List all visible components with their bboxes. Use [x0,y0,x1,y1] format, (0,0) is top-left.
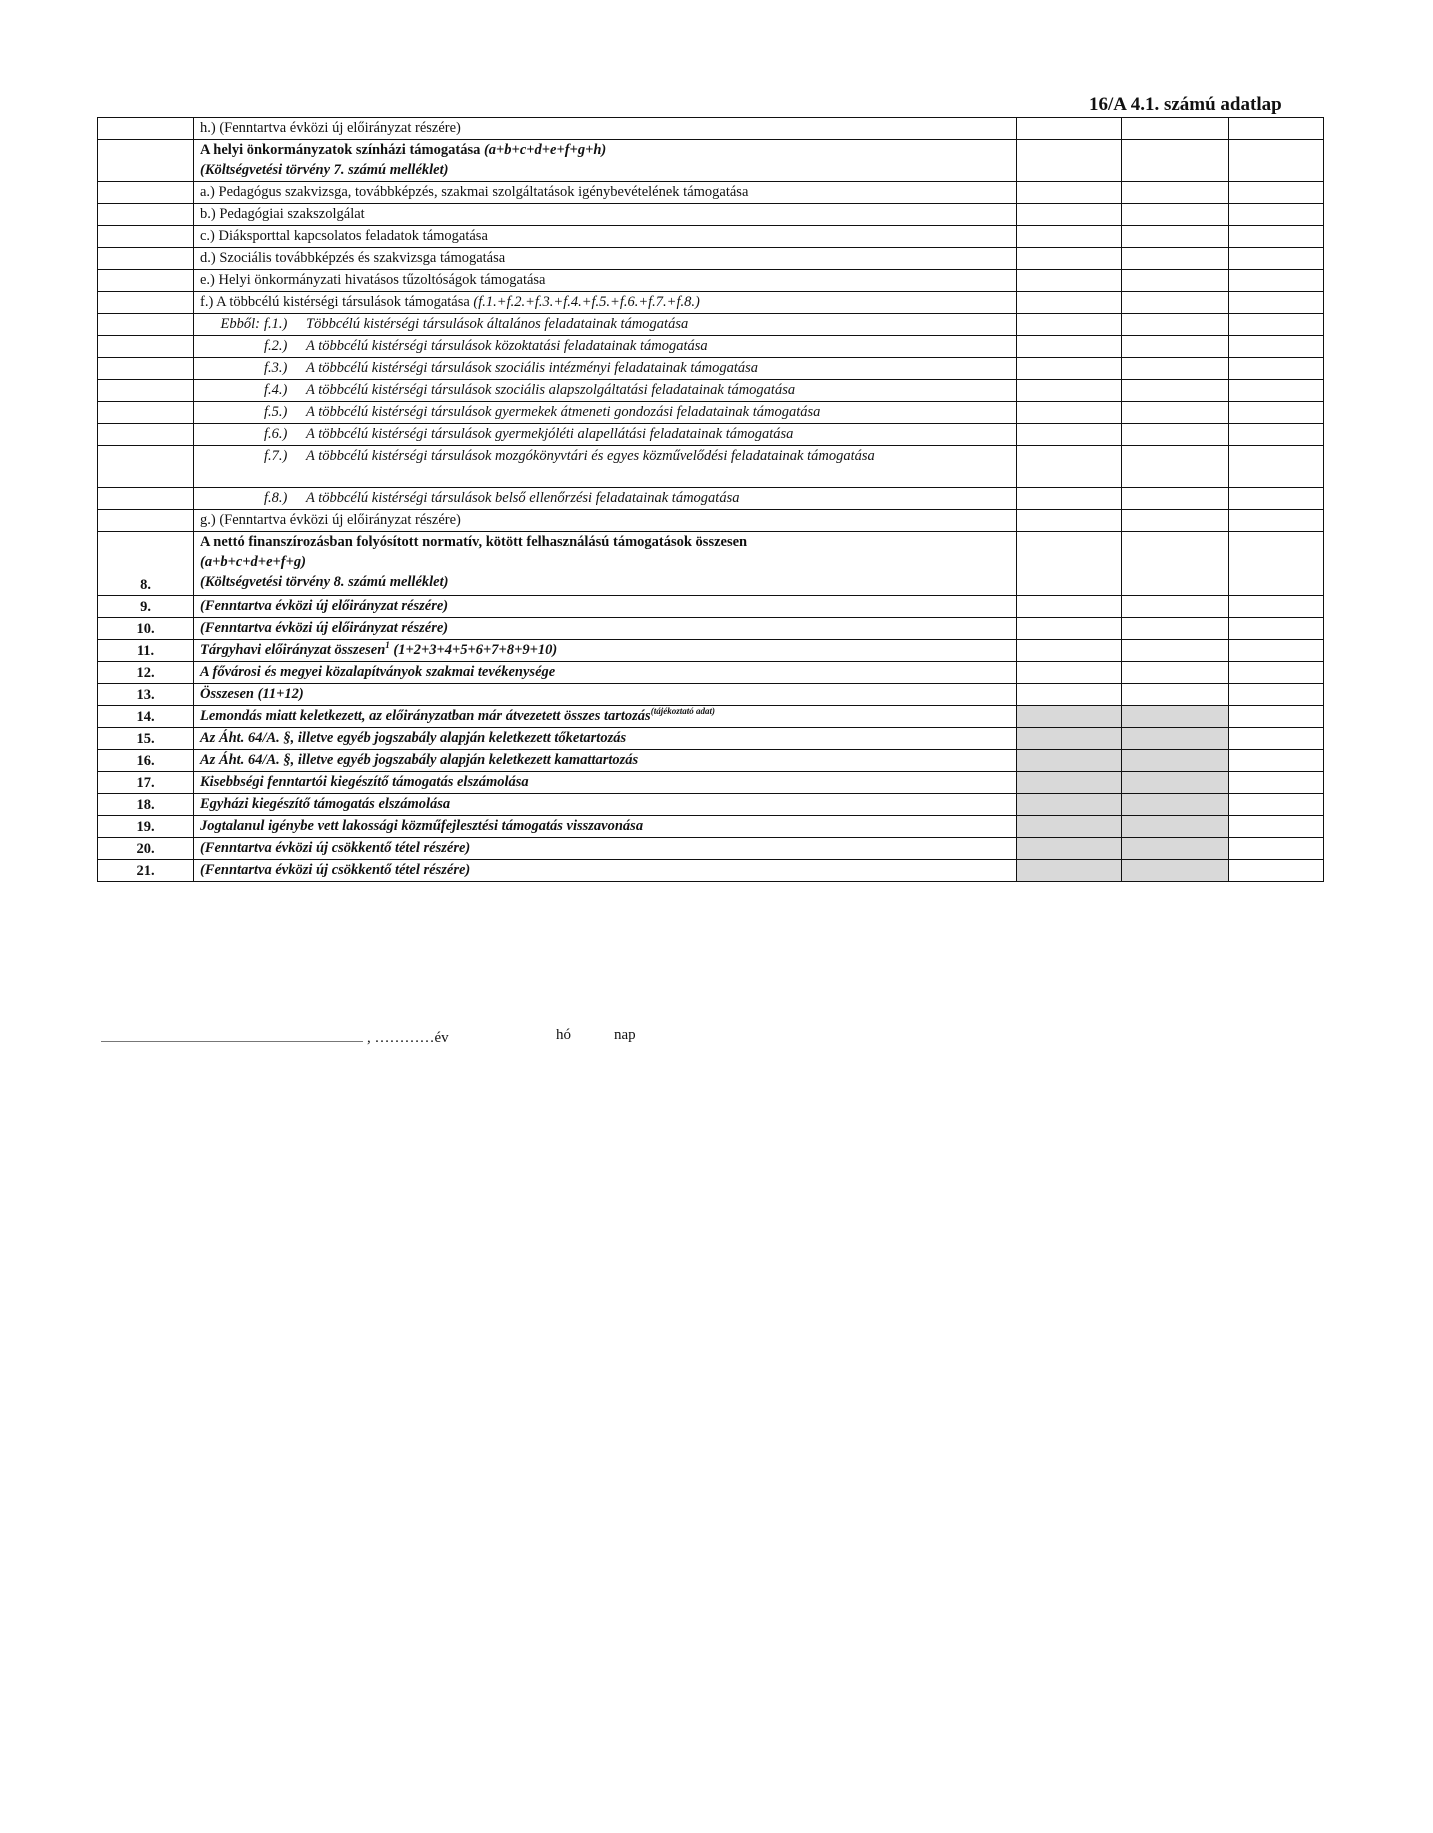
row-label-main: A helyi önkormányzatok színházi támogatása [200,142,481,158]
row-number [98,140,194,182]
value-cell[interactable] [1229,314,1324,336]
row-label: Kisebbségi fenntartói kiegészítő támogatás elszámolása [194,772,1017,794]
table-row [98,838,1324,860]
row-number [98,270,194,292]
row-number [98,358,194,380]
value-cell[interactable] [1017,336,1122,358]
row-text: A többcélú kistérségi társulások gyermekek átmeneti gondozási feladatainak támogatása [306,404,821,420]
value-cell[interactable] [1017,488,1122,510]
row-number: 20. [98,838,194,860]
row-code: f.5.) [264,404,288,420]
value-cell[interactable] [1229,226,1324,248]
row-number [98,402,194,424]
form-table [97,117,1324,882]
table-row [98,488,1324,510]
row-number: 9. [98,596,194,618]
value-cell[interactable] [1229,618,1324,640]
value-cell[interactable] [1017,662,1122,684]
table-row [98,292,1324,314]
row-label: (Fenntartva évközi új csökkentő tétel részére) [194,838,1017,860]
value-cell[interactable] [1122,336,1229,358]
row-code: f.6.) [264,426,288,442]
value-cell[interactable] [1229,248,1324,270]
row-text: A többcélú kistérségi társulások szociális alapszolgáltatási feladatainak támogatása [306,382,796,398]
row-code: f.2.) [264,338,288,354]
table-row [98,140,1324,182]
value-cell[interactable] [1017,402,1122,424]
value-cell[interactable] [1229,532,1324,596]
value-cell[interactable] [1122,270,1229,292]
value-cell[interactable] [1229,816,1324,838]
row-label-main: Lemondás miatt keletkezett, az előirányzatban már átvezetett összes tartozás [200,708,651,724]
value-cell[interactable] [1122,182,1229,204]
row-label [194,336,1017,358]
value-cell[interactable] [1229,358,1324,380]
row-label [194,140,1017,182]
year-label: , …………év [367,1030,449,1046]
row-code: f.4.) [264,382,288,398]
disabled-cell [1122,750,1229,772]
footnote-note: (tájékoztató adat) [650,706,715,717]
table-row [98,706,1324,728]
row-label [194,640,1017,662]
value-cell[interactable] [1017,118,1122,140]
day-label: nap [614,1027,636,1043]
value-cell[interactable] [1017,596,1122,618]
date-signature-line [101,1027,636,1047]
value-cell[interactable] [1229,204,1324,226]
table-row [98,684,1324,706]
value-cell[interactable] [1122,380,1229,402]
row-code: f.8.) [264,490,288,506]
table-row [98,270,1324,292]
value-cell[interactable] [1017,424,1122,446]
disabled-cell [1122,706,1229,728]
row-number: 13. [98,684,194,706]
row-number: 10. [98,618,194,640]
row-label: (Fenntartva évközi új csökkentő tétel részére) [194,860,1017,882]
value-cell[interactable] [1122,446,1229,488]
value-cell[interactable] [1122,314,1229,336]
table-row [98,204,1324,226]
value-cell[interactable] [1229,640,1324,662]
disabled-cell [1017,838,1122,860]
value-cell[interactable] [1229,662,1324,684]
value-cell[interactable] [1122,226,1229,248]
row-label-formula: (1+2+3+4+5+6+7+8+9+10) [393,642,558,658]
value-cell[interactable] [1229,684,1324,706]
place-input-line[interactable] [101,1027,363,1042]
value-cell[interactable] [1122,510,1229,532]
value-cell[interactable] [1017,380,1122,402]
row-number [98,336,194,358]
row-label: (Fenntartva évközi új előirányzat részére) [194,596,1017,618]
row-text: A többcélú kistérségi társulások gyermekjóléti alapellátási feladatainak támogatása [306,426,794,442]
value-cell[interactable] [1229,838,1324,860]
table-row [98,358,1324,380]
value-cell[interactable] [1122,118,1229,140]
row-number: 18. [98,794,194,816]
value-cell[interactable] [1229,794,1324,816]
value-cell[interactable] [1122,662,1229,684]
row-label: e.) Helyi önkormányzati hivatásos tűzoltóságok támogatása [194,270,1017,292]
value-cell[interactable] [1017,226,1122,248]
row-number [98,118,194,140]
row-label [194,358,1017,380]
row-label: d.) Szociális továbbképzés és szakvizsga támogatása [194,248,1017,270]
table-row [98,118,1324,140]
table-row [98,860,1324,882]
table-row [98,618,1324,640]
disabled-cell [1122,772,1229,794]
value-cell[interactable] [1017,314,1122,336]
value-cell[interactable] [1017,532,1122,596]
value-cell[interactable] [1017,292,1122,314]
value-cell[interactable] [1229,270,1324,292]
row-label-main: f.) A többcélú kistérségi társulások támogatása [200,294,470,310]
value-cell[interactable] [1229,706,1324,728]
row-number [98,380,194,402]
value-cell[interactable] [1122,618,1229,640]
value-cell[interactable] [1122,358,1229,380]
value-cell[interactable] [1122,402,1229,424]
table-row [98,728,1324,750]
table-row [98,532,1324,596]
row-label: h.) (Fenntartva évközi új előirányzat részére) [194,118,1017,140]
value-cell[interactable] [1229,182,1324,204]
value-cell[interactable] [1122,488,1229,510]
row-number: 16. [98,750,194,772]
table-row [98,596,1324,618]
row-label-formula: (f.1.+f.2.+f.3.+f.4.+f.5.+f.6.+f.7.+f.8.) [473,294,700,310]
row-label: b.) Pedagógiai szakszolgálat [194,204,1017,226]
table-row [98,424,1324,446]
value-cell[interactable] [1017,618,1122,640]
table-row [98,226,1324,248]
value-cell[interactable] [1017,510,1122,532]
disabled-cell [1122,728,1229,750]
table-row [98,314,1324,336]
row-number [98,314,194,336]
value-cell[interactable] [1229,596,1324,618]
table-row [98,402,1324,424]
table-row [98,446,1324,488]
value-cell[interactable] [1229,510,1324,532]
month-label: hó [556,1027,571,1043]
value-cell[interactable] [1229,336,1324,358]
row-number: 15. [98,728,194,750]
row-number: 21. [98,860,194,882]
value-cell[interactable] [1229,750,1324,772]
value-cell[interactable] [1229,140,1324,182]
row-text: Többcélú kistérségi társulások általános feladatainak támogatása [306,316,689,332]
row-label: Az Áht. 64/A. §, illetve egyéb jogszabály alapján keletkezett tőketartozás [194,728,1017,750]
value-cell[interactable] [1122,204,1229,226]
row-label [194,424,1017,446]
row-label [194,532,1017,596]
value-cell[interactable] [1122,248,1229,270]
row-code: f.7.) [264,448,288,464]
disabled-cell [1017,750,1122,772]
disabled-cell [1017,706,1122,728]
disabled-cell [1017,728,1122,750]
value-cell[interactable] [1229,488,1324,510]
value-cell[interactable] [1229,292,1324,314]
value-cell[interactable] [1229,424,1324,446]
disabled-cell [1017,860,1122,882]
value-cell[interactable] [1017,248,1122,270]
disabled-cell [1122,794,1229,816]
row-number [98,446,194,488]
footnote-marker: 1 [385,640,390,651]
row-label: g.) (Fenntartva évközi új előirányzat részére) [194,510,1017,532]
row-code: f.1.) [264,316,288,332]
row-text: A többcélú kistérségi társulások közoktatási feladatainak támogatása [306,338,708,354]
row-label-main: A nettó finanszírozásban folyósított normatív, kötött felhasználású támogatások összesen [200,534,748,550]
table-row [98,750,1324,772]
row-label [194,446,1017,488]
table-row [98,662,1324,684]
row-number [98,292,194,314]
row-label: c.) Diáksporttal kapcsolatos feladatok támogatása [194,226,1017,248]
row-text: A többcélú kistérségi társulások szociális intézményi feladatainak támogatása [306,360,759,376]
row-number [98,248,194,270]
row-label-source: (Költségvetési törvény 7. számú melléklet) [200,162,449,178]
row-label-formula: (a+b+c+d+e+f+g) [200,554,306,570]
table-row [98,772,1324,794]
value-cell[interactable] [1017,270,1122,292]
row-number: 14. [98,706,194,728]
value-cell[interactable] [1017,684,1122,706]
row-text: A többcélú kistérségi társulások belső ellenőrzési feladatainak támogatása [306,490,740,506]
disabled-cell [1122,860,1229,882]
row-number [98,510,194,532]
value-cell[interactable] [1017,204,1122,226]
value-cell[interactable] [1229,772,1324,794]
disabled-cell [1017,772,1122,794]
row-label [194,380,1017,402]
table-row [98,380,1324,402]
table-row [98,816,1324,838]
row-number [98,182,194,204]
row-label [194,402,1017,424]
row-label [194,292,1017,314]
row-number [98,488,194,510]
table-row [98,248,1324,270]
row-label: Jogtalanul igénybe vett lakossági közműfejlesztési támogatás visszavonása [194,816,1017,838]
value-cell[interactable] [1122,140,1229,182]
row-number [98,226,194,248]
row-label [194,314,1017,336]
value-cell[interactable] [1122,532,1229,596]
value-cell[interactable] [1122,640,1229,662]
row-label-formula: (a+b+c+d+e+f+g+h) [483,142,607,158]
row-label: A fővárosi és megyei közalapítványok szakmai tevékenysége [194,662,1017,684]
table-row [98,640,1324,662]
value-cell[interactable] [1229,402,1324,424]
row-label: (Fenntartva évközi új előirányzat részére) [194,618,1017,640]
value-cell[interactable] [1122,596,1229,618]
table-row [98,510,1324,532]
value-cell[interactable] [1229,728,1324,750]
value-cell[interactable] [1229,380,1324,402]
row-label: Egyházi kiegészítő támogatás elszámolása [194,794,1017,816]
row-number: 17. [98,772,194,794]
row-label [194,488,1017,510]
row-prefix: Ebből: [220,316,260,332]
row-label: Az Áht. 64/A. §, illetve egyéb jogszabály alapján keletkezett kamattartozás [194,750,1017,772]
row-number: 8. [98,532,194,596]
row-number [98,204,194,226]
value-cell[interactable] [1229,118,1324,140]
value-cell[interactable] [1017,446,1122,488]
disabled-cell [1122,838,1229,860]
row-label [194,706,1017,728]
form-sheet-title: 16/A 4.1. számú adatlap [1089,94,1282,115]
value-cell[interactable] [1229,860,1324,882]
row-number [98,424,194,446]
table-row [98,794,1324,816]
value-cell[interactable] [1017,140,1122,182]
value-cell[interactable] [1017,182,1122,204]
row-label: a.) Pedagógus szakvizsga, továbbképzés, szakmai szolgáltatások igénybevételének támogatása [194,182,1017,204]
row-code: f.3.) [264,360,288,376]
row-label-source: (Költségvetési törvény 8. számú melléklet) [200,574,449,590]
table-row [98,336,1324,358]
value-cell[interactable] [1017,640,1122,662]
row-label: Összesen (11+12) [194,684,1017,706]
row-number: 12. [98,662,194,684]
row-number: 19. [98,816,194,838]
value-cell[interactable] [1229,446,1324,488]
value-cell[interactable] [1017,358,1122,380]
row-text: A többcélú kistérségi társulások mozgókönyvtári és egyes közművelődési feladatainak támogatása [306,448,875,464]
row-label-main: Tárgyhavi előirányzat összesen [200,642,386,658]
row-number: 11. [98,640,194,662]
disabled-cell [1017,816,1122,838]
value-cell[interactable] [1122,424,1229,446]
disabled-cell [1122,816,1229,838]
disabled-cell [1017,794,1122,816]
table-row [98,182,1324,204]
value-cell[interactable] [1122,292,1229,314]
value-cell[interactable] [1122,684,1229,706]
